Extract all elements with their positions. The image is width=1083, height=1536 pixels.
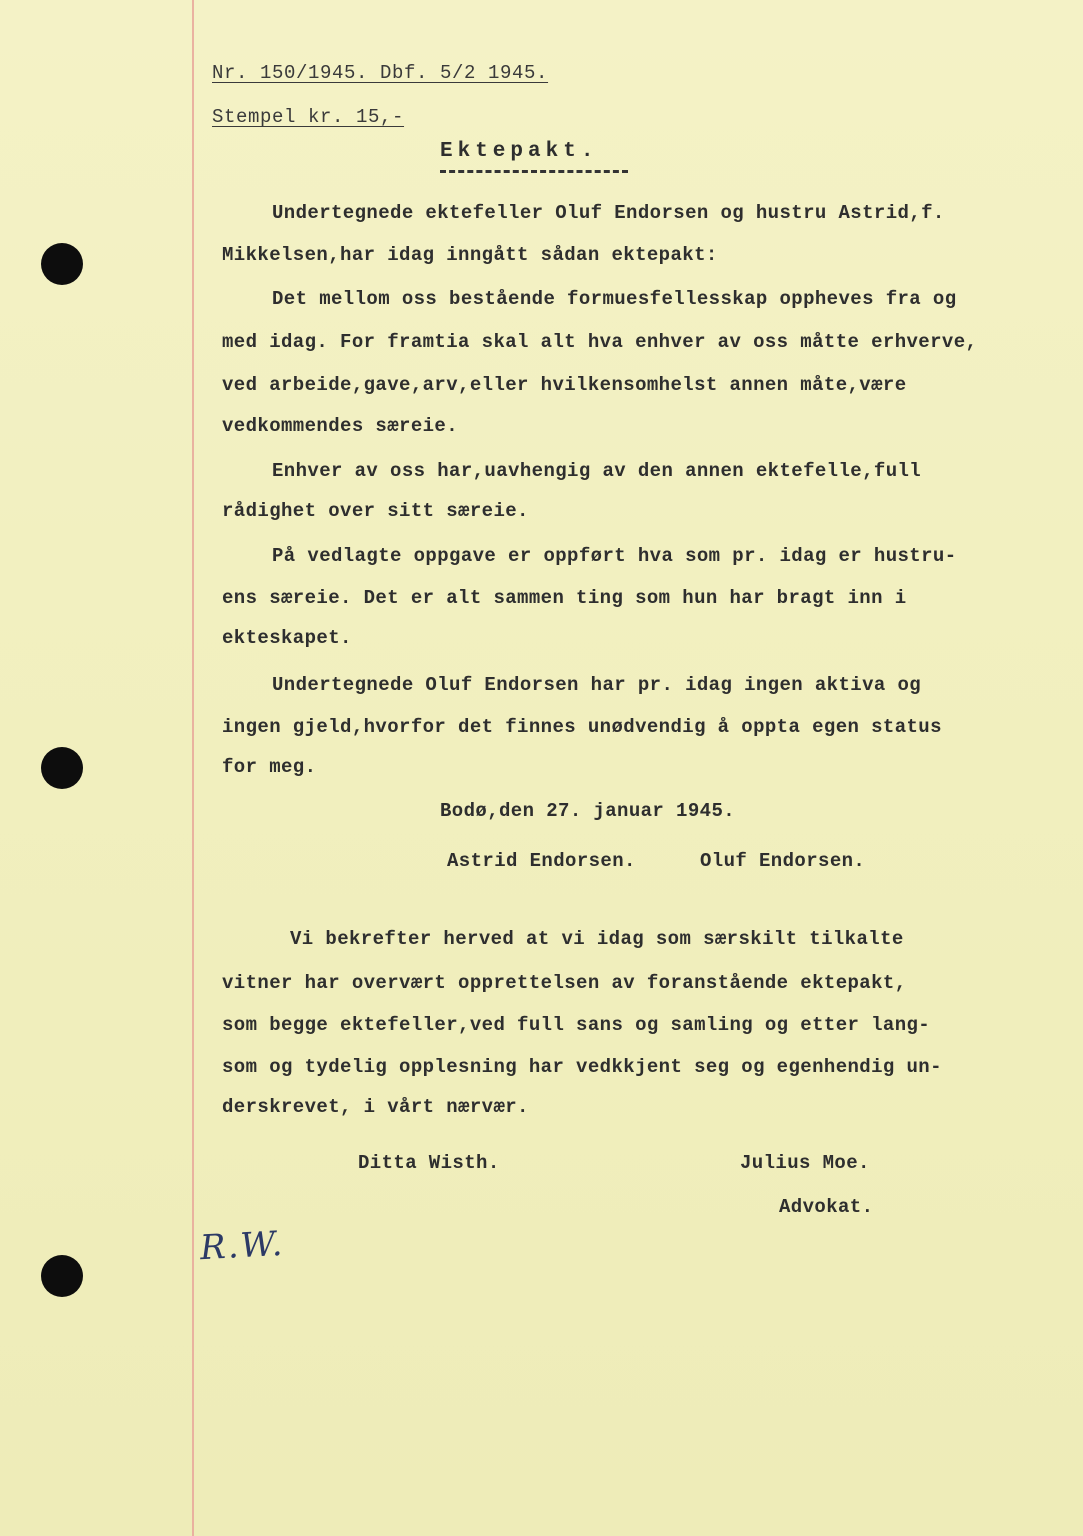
witness-line: vitner har overvært opprettelsen av foranstående ektepakt, [222,972,907,994]
handwritten-initials: R.W. [199,1223,286,1269]
body-line: ens særeie. Det er alt sammen ting som hun har bragt inn i [222,587,907,609]
body-line: vedkommendes særeie. [222,415,459,437]
title-underline [440,170,628,173]
witness-title: Advokat. [779,1196,874,1218]
witness-signature-2: Julius Moe. [740,1152,870,1174]
body-line: Enhver av oss har,uavhengig av den annen ektefelle,full [272,460,922,482]
body-line: rådighet over sitt særeie. [222,500,529,522]
margin-line [192,0,194,1536]
document-title: Ektepakt. [440,140,599,163]
witness-line: derskrevet, i vårt nærvær. [222,1096,529,1118]
body-line: ingen gjeld,hvorfor det finnes unødvendig å oppta egen status [222,716,942,738]
body-line: På vedlagte oppgave er oppført hva som pr. idag er hustru- [272,545,957,567]
body-line: ekteskapet. [222,627,352,649]
punch-hole [41,243,83,285]
body-line: med idag. For framtia skal alt hva enhver av oss måtte erhverve, [222,331,978,353]
body-line: Undertegnede ektefeller Oluf Endorsen og hustru Astrid,f. [272,202,945,224]
body-line: for meg. [222,756,317,778]
punch-hole [41,1255,83,1297]
witness-line: Vi bekrefter herved at vi idag som særskilt tilkalte [290,928,904,950]
body-line: Det mellom oss bestående formuesfellesskap oppheves fra og [272,288,957,310]
punch-hole [41,747,83,789]
stamp-fee: Stempel kr. 15,- [212,106,405,128]
registration-number: Nr. 150/1945. Dbf. 5/2 1945. [212,62,549,84]
witness-line: som begge ektefeller,ved full sans og samling og etter lang- [222,1014,931,1036]
place-date: Bodø,den 27. januar 1945. [440,800,736,822]
signature-spouse-1: Astrid Endorsen. [447,850,636,872]
signature-spouse-2: Oluf Endorsen. [700,850,866,872]
witness-signature-1: Ditta Wisth. [358,1152,500,1174]
body-line: Undertegnede Oluf Endorsen har pr. idag ingen aktiva og [272,674,922,696]
body-line: Mikkelsen,har idag inngått sådan ektepakt: [222,244,718,266]
body-line: ved arbeide,gave,arv,eller hvilkensomhelst annen måte,være [222,374,907,396]
witness-line: som og tydelig opplesning har vedkkjent seg og egenhendig un- [222,1056,942,1078]
